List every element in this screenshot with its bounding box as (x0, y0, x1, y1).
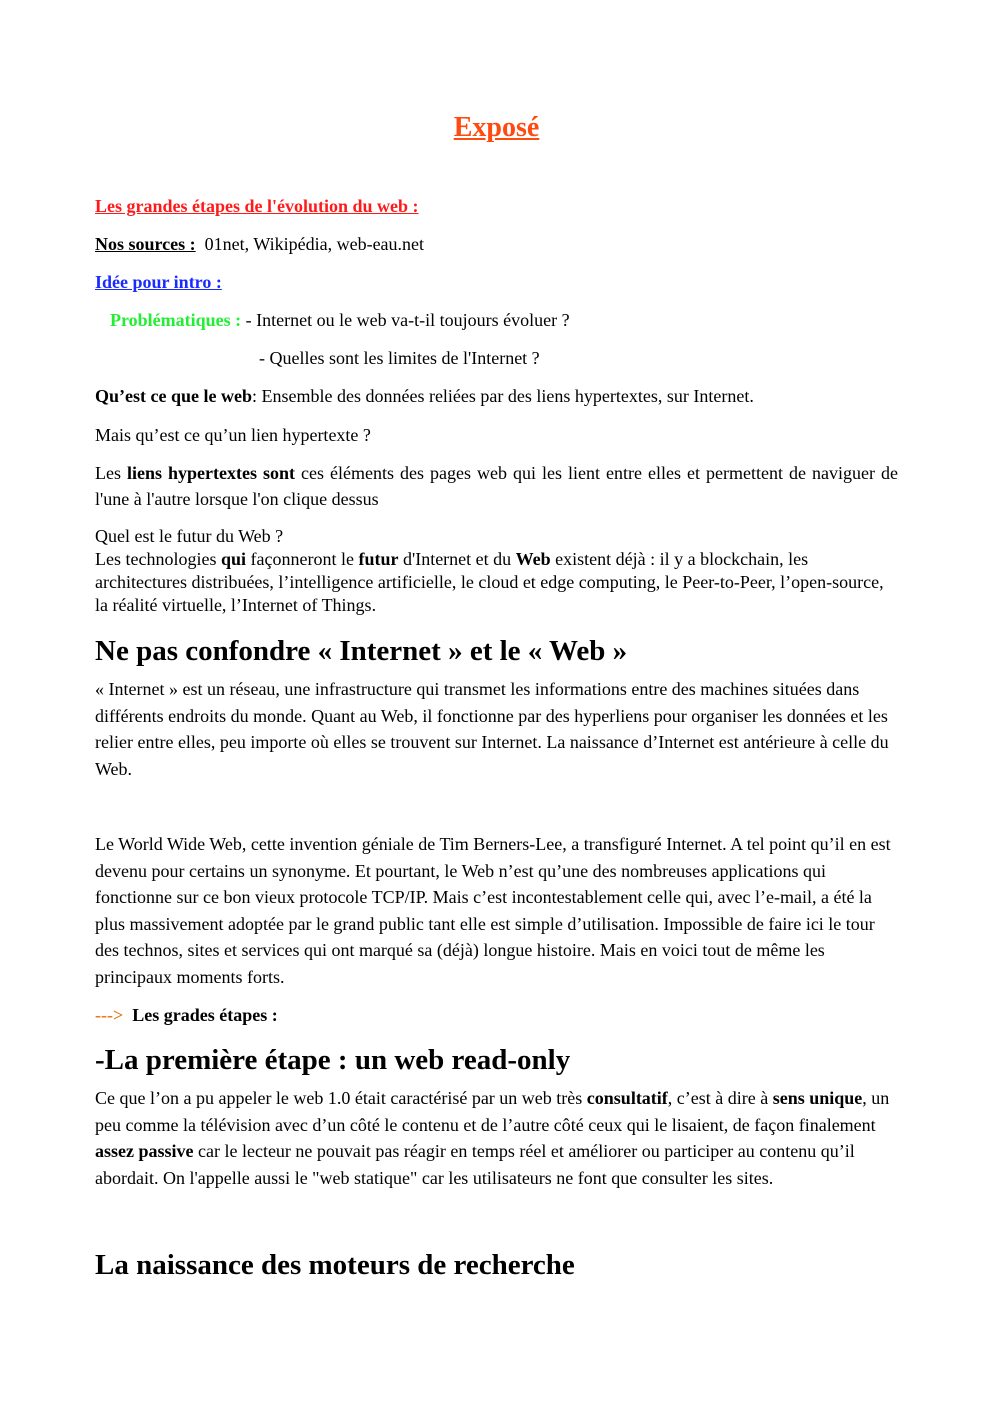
future-bold-3: Web (515, 549, 551, 569)
future-text-1: Les technologies (95, 549, 221, 569)
future-question (95, 525, 283, 547)
first-bold-2: sens unique (772, 1088, 863, 1108)
heading-first-step: -La première étape : un web read-only (95, 1044, 571, 1076)
sources-line (95, 232, 424, 256)
definition-text: : Ensemble des données reliées par des liens hypertextes, sur Internet. (251, 386, 754, 406)
first-step-paragraph (95, 1085, 898, 1191)
internet-paragraph: « Internet » est un réseau, une infrastructure qui transmet les informations entre des machines situées dans différents endroits du monde. Quant au Web, il fonctionne par des hyperliens pour organiser les données et les relier entre elles, peu importe où elles se trouvent sur Internet. La naissance d’Internet est antérieure à celle du Web. (95, 679, 889, 779)
hyperlinks-text-1: Les (95, 463, 128, 483)
www-paragraph: Le World Wide Web, cette invention géniale de Tim Berners-Lee, a transfiguré Internet. A tel point qu’il en est devenu pour certains un synonyme. Et pourtant, le Web n’est qu’une des nombreuses applications qui fonctionne sur ce bon vieux protocole TCP/IP. Mais c’est incontestablement celle qui, avec l’e-mail, a été la plus massivement adoptée par le grand public tant elle est simple d’utilisation. Impossible de faire ici le tour des technos, sites et services qui ont marqué sa (déjà) longue histoire. Mais en voici tout de même les principaux moments forts. (95, 834, 891, 987)
arrow-icon: ---> (95, 1005, 124, 1025)
first-bold-1: consultatif (586, 1088, 668, 1108)
sources-value: 01net, Wikipédia, web-eau.net (204, 234, 425, 254)
future-question-text: Quel est le futur du Web ? (95, 526, 284, 546)
problematics-label: Problématiques : (110, 310, 242, 330)
future-text-2: façonneront le (246, 549, 359, 569)
hyperlinks-paragraph (95, 460, 898, 512)
hyperlinks-bold: liens hypertextes sont (127, 463, 296, 483)
section-heading-text: Les grandes étapes de l'évolution du web : (95, 196, 419, 216)
question-link-text: Mais qu’est ce qu’un lien hypertexte ? (95, 425, 371, 445)
steps-line (95, 1003, 278, 1027)
sources-label: Nos sources : (95, 234, 196, 254)
first-text-1: Ce que l’on a pu appeler le web 1.0 était caractérisé par un web très (95, 1088, 587, 1108)
future-bold-2: futur (358, 549, 399, 569)
heading-search-engines: La naissance des moteurs de recherche (95, 1249, 575, 1281)
first-bold-3: assez passive (95, 1141, 194, 1161)
hyperlinks-text-2: ces éléments des pages web qui les lient entre elles et permettent de naviguer de l'une à l'autre lorsque l'on clique dessus (95, 463, 898, 509)
future-bold-1: qui (220, 549, 246, 569)
definition-line (95, 384, 754, 408)
problematics-q2-line (259, 346, 540, 370)
steps-label: Les grades étapes : (132, 1005, 278, 1025)
question-link (95, 423, 371, 447)
problematics-q1: - Internet ou le web va-t-il toujours évoluer ? (245, 310, 570, 330)
problematics-q2: - Quelles sont les limites de l'Internet ? (259, 348, 540, 368)
first-text-4: car le lecteur ne pouvait pas réagir en temps réel et améliorer ou participer au contenu qu’il abordait. On l'appelle aussi le "web statique" car les utilisateurs ne font que consulter les sites. (95, 1141, 855, 1188)
problematics-line (110, 308, 570, 332)
page-title: Exposé (453, 112, 540, 143)
future-text-3: d'Internet et du (398, 549, 516, 569)
definition-term: Qu’est ce que le web (95, 386, 252, 406)
future-text-4: existent déjà : il y a blockchain, les architectures distribuées, l’intelligence artificielle, le cloud et edge computing, le Peer-to-Peer, l’open-source, la réalité virtuelle, l’Internet of Things. (95, 549, 884, 615)
future-paragraph (95, 548, 898, 617)
first-text-3: , un peu comme la télévision avec d’un côté le contenu et de l’autre côté ceux qui le lisaient, de façon finalement (95, 1088, 890, 1135)
intro-idea (95, 270, 222, 294)
heading-confuse: Ne pas confondre « Internet » et le « Web » (95, 635, 628, 667)
first-text-2: , c’est à dire à (667, 1088, 773, 1108)
intro-idea-text: Idée pour intro : (95, 272, 222, 292)
section-heading (95, 194, 419, 218)
